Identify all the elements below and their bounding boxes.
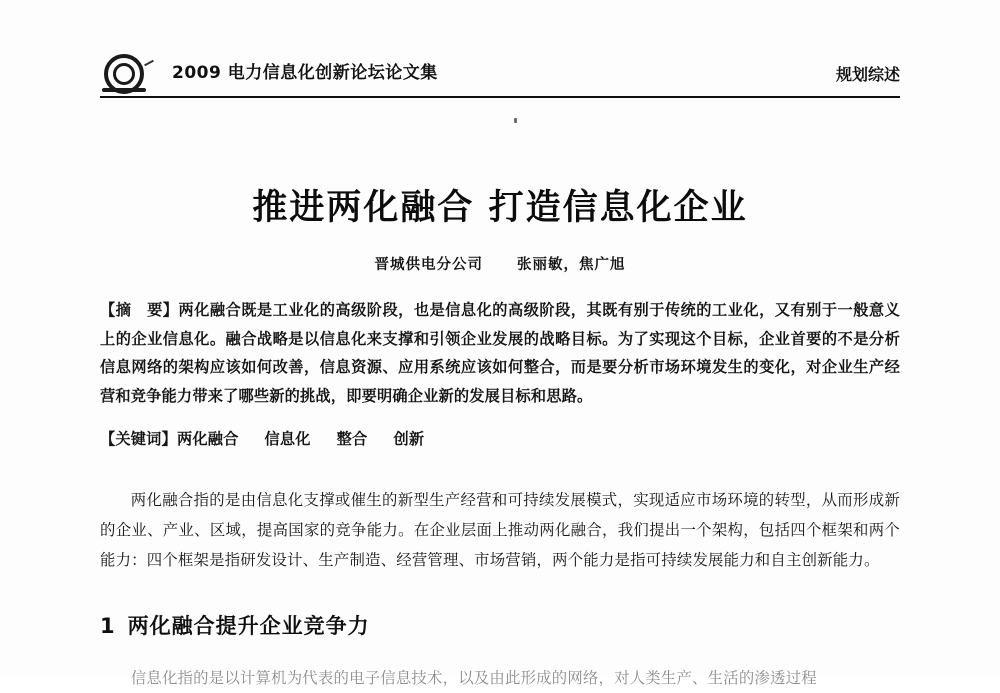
keyword-item: 创新 — [393, 430, 425, 448]
page-header — [100, 52, 900, 98]
author-names: 张丽敏，焦广旭 — [517, 257, 626, 273]
abstract-label: 【摘 要】 — [100, 301, 179, 319]
keywords-block — [100, 428, 900, 449]
running-title: 2009 电力信息化创新论坛论文集 — [172, 63, 438, 83]
conference-logo-icon — [100, 52, 158, 96]
section-title: 两化融合提升企业竞争力 — [127, 614, 370, 638]
keyword-item: 整合 — [336, 430, 368, 448]
intro-paragraph: 两化融合指的是由信息化支撑或催生的新型生产经营和可持续发展模式，实现适应市场环境的转型，从而形成新的企业、产业、区域，提高国家的竞争能力。在企业层面上推动两化融合，我们提出一个架构，包括四个框架和两个能力：四个框架是指研发设计、生产制造、经营管理、市场营销，两个能力是指可持续发展能力和自主创新能力。 — [100, 491, 900, 569]
section-label: 规划综述 — [835, 65, 900, 84]
section-number: 1 — [100, 614, 116, 638]
header-divider — [100, 96, 900, 98]
section-body-paragraph: 信息化指的是以计算机为代表的电子信息技术，以及由此形成的网络，对人类生产、生活的渗透过程 — [130, 669, 817, 687]
abstract-block — [100, 296, 900, 410]
keyword-item: 两化融合 — [176, 430, 239, 448]
page-title: 推进两化融合 打造信息化企业 — [252, 188, 748, 228]
author-line — [0, 253, 1000, 274]
author-affiliation: 晋城供电分公司 — [374, 257, 483, 273]
abstract-text: 两化融合既是工业化的高级阶段，也是信息化的高级阶段，其既有别于传统的工业化，又有别于一般意义上的企业信息化。融合战略是以信息化来支撑和引领企业发展的战略目标。为了实现这个目标，企业首要的不是分析信息网络的架构应该如何改善，信息资源、应用系统应该如何整合，而是要分析市场环境发生的变化，对企业生产经营和竞争能力带来了哪些新的挑战，即要明确企业新的发展目标和思路。 — [100, 301, 901, 405]
section-heading — [100, 610, 370, 640]
keyword-item: 信息化 — [264, 430, 311, 448]
keywords-label: 【关键词】 — [100, 430, 177, 448]
scan-artifact — [514, 118, 517, 123]
